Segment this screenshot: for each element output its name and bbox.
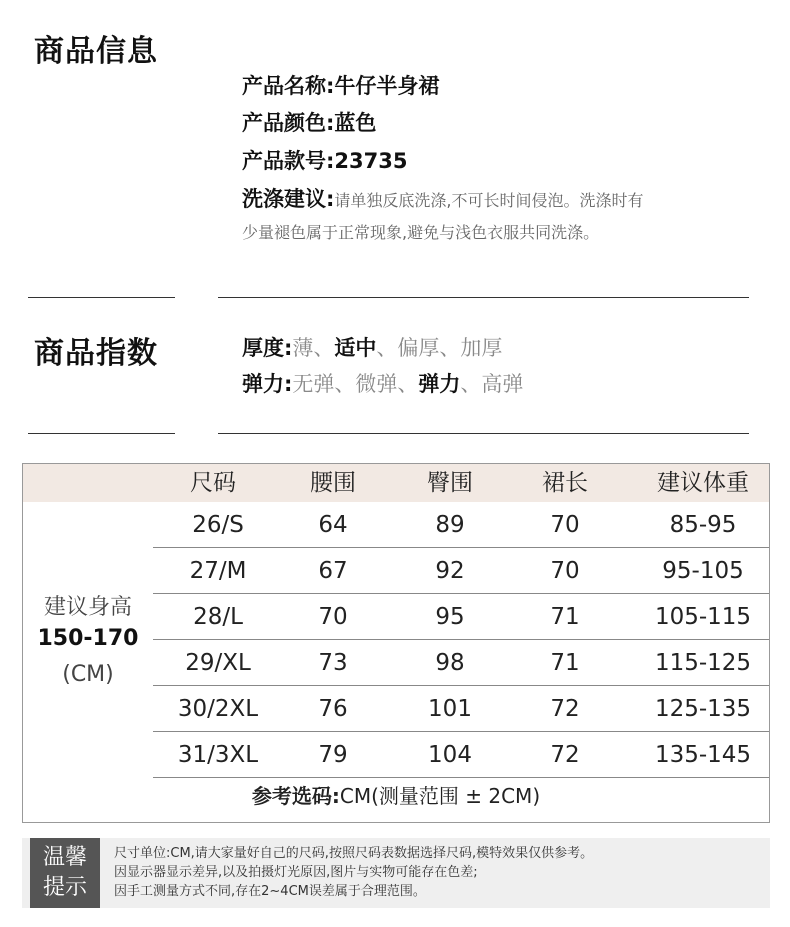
thickness-option: 偏厚 [397, 336, 440, 360]
size-note-label: 参考选码: [251, 784, 340, 808]
suggested-height [23, 502, 153, 772]
thickness-separator: 、 [313, 336, 335, 360]
divider-right-1 [218, 297, 749, 298]
size-table-header [23, 464, 769, 502]
table-cell: 30/2XL [177, 696, 259, 722]
product-info-heading: 商品信息 [34, 34, 158, 69]
table-cell: 135-145 [654, 742, 752, 768]
wash-text-1: 请单独反底洗涤,不可长时间侵泡。洗涤时有 [334, 191, 644, 210]
wash-text-2: 少量褪色属于正常现象,避免与浅色衣服共同洗涤。 [242, 223, 600, 242]
table-row [153, 548, 769, 594]
elasticity-option: 微弹 [355, 372, 398, 396]
table-cell: 104 [428, 742, 472, 768]
table-cell: 89 [435, 512, 465, 538]
table-cell: 105-115 [654, 604, 752, 630]
table-cell: 27/M [189, 558, 247, 584]
table-cell: 72 [550, 742, 580, 768]
table-cell: 70 [550, 512, 580, 538]
product-index-heading: 商品指数 [34, 336, 158, 371]
elasticity-separator: 、 [397, 372, 419, 396]
table-cell: 71 [550, 650, 580, 676]
wash-advice [242, 183, 742, 249]
elasticity-option: 弹力 [418, 372, 461, 396]
table-cell: 64 [318, 512, 348, 538]
thickness-separator: 、 [376, 336, 398, 360]
table-cell: 26/S [192, 512, 244, 538]
tips-text [114, 844, 593, 901]
thickness-label: 厚度: [242, 336, 293, 360]
table-cell: 70 [318, 604, 348, 630]
header-weight: 建议体重 [657, 470, 749, 496]
divider-right-2 [218, 433, 749, 434]
table-row [153, 686, 769, 732]
table-cell: 72 [550, 696, 580, 722]
tips-badge [30, 838, 100, 908]
header-length: 裙长 [542, 470, 588, 496]
product-name-label: 产品名称: [242, 74, 335, 98]
table-cell: 115-125 [654, 650, 752, 676]
table-cell: 67 [318, 558, 348, 584]
thickness-line [242, 332, 502, 362]
suggested-height-range: 150-170 [37, 626, 139, 651]
elasticity-option: 无弹 [292, 372, 335, 396]
header-size: 尺码 [190, 470, 236, 496]
wash-label: 洗涤建议: [242, 187, 335, 211]
tips-line-3: 因手工测量方式不同,存在2~4CM误差属于合理范围。 [114, 884, 426, 899]
table-cell: 79 [318, 742, 348, 768]
table-cell: 98 [435, 650, 465, 676]
tips-badge-line-2: 提示 [42, 875, 87, 900]
elasticity-separator: 、 [334, 372, 356, 396]
table-cell: 95 [435, 604, 465, 630]
product-style-line [242, 145, 407, 175]
table-cell: 71 [550, 604, 580, 630]
thickness-options [292, 336, 502, 360]
table-cell: 31/3XL [177, 742, 259, 768]
table-cell: 85-95 [669, 512, 737, 538]
product-style-label: 产品款号: [242, 149, 335, 173]
size-note [23, 780, 769, 809]
size-table [22, 463, 770, 823]
divider-left-1 [28, 297, 175, 298]
table-cell: 73 [318, 650, 348, 676]
tips-line-2: 因显示器显示差异,以及拍摄灯光原因,图片与实物可能存在色差; [114, 865, 478, 880]
table-cell: 101 [428, 696, 472, 722]
product-color-label: 产品颜色: [242, 111, 335, 135]
table-row [153, 640, 769, 686]
elasticity-line [242, 368, 523, 398]
suggested-height-unit: (CM) [62, 662, 114, 687]
tips-line-1: 尺寸单位:CM,请大家量好自己的尺码,按照尺码表数据选择尺码,模特效果仅供参考。 [114, 846, 594, 861]
size-note-text: CM(测量范围 ± 2CM) [339, 784, 541, 808]
table-row [153, 732, 769, 778]
table-row [153, 594, 769, 640]
thickness-option: 适中 [334, 336, 377, 360]
table-cell: 125-135 [654, 696, 752, 722]
thickness-option: 加厚 [460, 336, 503, 360]
thickness-separator: 、 [439, 336, 461, 360]
table-cell: 28/L [193, 604, 243, 630]
tips-badge-line-1: 温馨 [42, 845, 87, 870]
elasticity-separator: 、 [460, 372, 482, 396]
divider-left-2 [28, 433, 175, 434]
elasticity-option: 高弹 [481, 372, 524, 396]
thickness-option: 薄 [292, 336, 314, 360]
tips-box [22, 838, 770, 908]
elasticity-options [292, 372, 523, 396]
header-waist: 腰围 [310, 470, 356, 496]
product-style-value: 23735 [334, 149, 408, 173]
table-row [153, 502, 769, 548]
product-name-line [242, 70, 439, 100]
product-color-value: 蓝色 [334, 111, 377, 135]
table-cell: 95-105 [662, 558, 744, 584]
product-name-value: 牛仔半身裙 [334, 74, 440, 98]
table-cell: 29/XL [185, 650, 251, 676]
row-divider [153, 777, 769, 778]
table-cell: 92 [435, 558, 465, 584]
suggested-height-label: 建议身高 [43, 595, 132, 620]
header-hip: 臀围 [427, 470, 473, 496]
table-cell: 76 [318, 696, 348, 722]
table-cell: 70 [550, 558, 580, 584]
product-color-line [242, 107, 376, 137]
elasticity-label: 弹力: [242, 372, 293, 396]
